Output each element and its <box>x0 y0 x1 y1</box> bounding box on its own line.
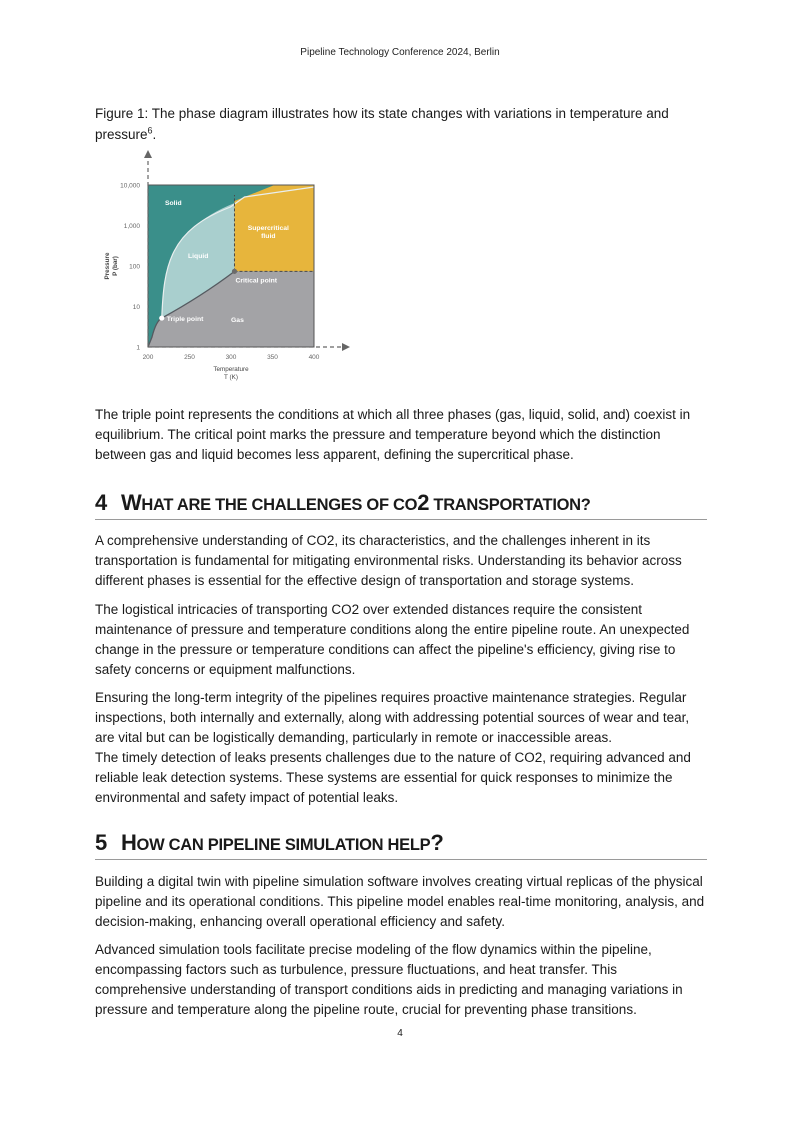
y-tick-label: 10,000 <box>120 182 140 190</box>
y-tick-label: 100 <box>129 263 140 271</box>
x-axis-label: Temperature <box>213 366 249 373</box>
y-axis-label-unit: P (bar) <box>112 256 119 276</box>
caption-text: Figure 1: The phase diagram illustrates how its state changes with variations in temperature and pressure <box>95 106 669 142</box>
section-heading-4: 4 WHAT ARE THE CHALLENGES OF CO2 TRANSPORTATION? <box>95 490 707 520</box>
x-tick-label: 400 <box>308 354 320 361</box>
section-number: 5 <box>95 830 107 855</box>
x-tick-label: 250 <box>184 354 195 361</box>
paragraph-triple-point: The triple point represents the conditions at which all three phases (gas, liquid, solid, and) coexist in equilibrium. The critical point marks the pressure and temperature beyond which the distinction between gas and liquid becomes less apparent, defining the supercritical phase. <box>95 407 691 462</box>
x-tick-label: 350 <box>267 354 278 361</box>
triple-point-label: Triple point <box>166 316 204 324</box>
figure-caption <box>95 103 705 145</box>
section-number: 4 <box>95 490 107 515</box>
page-number: 4 <box>397 1028 403 1039</box>
supercritical-label: Supercritical <box>247 225 289 232</box>
x-tick-label: 200 <box>142 354 154 361</box>
y-tick-label: 10 <box>132 304 140 311</box>
y-tick-label: 1 <box>136 344 140 352</box>
caption-end: . <box>152 127 157 142</box>
paragraph-integrity: Ensuring the long-term integrity of the pipelines requires proactive maintenance strategies. Regular inspections, both internally and externally, along with addressing potential sources of wear and tear, are vital but can be logistically demanding, particularly in remote or inaccessible areas. The timely detection of leaks presents challenges due to the nature of CO2, requiring advanced and reliable leak detection systems. These systems are essential for quick responses to minimize the environmental and safety impact of potential leaks. <box>95 690 691 805</box>
critical-point-label: Critical point <box>235 277 278 285</box>
y-axis-arrow <box>144 150 152 158</box>
caption-footnote-ref: 6 <box>147 125 153 136</box>
section-heading-5: 5 HOW CAN PIPELINE SIMULATION HELP? <box>95 830 707 860</box>
supercritical-label-line2: fluid <box>261 233 276 240</box>
paragraph-simulation-tools: Advanced simulation tools facilitate precise modeling of the flow dynamics within the pipeline, encompassing factors such as turbulence, pressure fluctuations, and heat transfer. This comprehensive understanding of transport conditions aids in predicting and managing variations in pressure and temperature along the pipeline route, crucial for preventing phase transitions. <box>95 942 683 1017</box>
triple-point-marker <box>159 315 164 320</box>
running-header: Pipeline Technology Conference 2024, Berlin <box>300 47 500 58</box>
phase-diagram-figure <box>98 148 360 388</box>
y-axis-label: Pressure <box>104 252 111 280</box>
paragraph-leak-detection: The timely detection of leaks presents challenges due to the nature of CO2, requiring advanced and reliable leak detection systems. These systems are essential for quick responses to minimize the environmental and safety impact of potential leaks. <box>95 750 691 805</box>
phase-diagram-chart <box>98 148 360 388</box>
liquid-label: Liquid <box>188 253 209 260</box>
paragraph-logistics: The logistical intricacies of transporting CO2 over extended distances require the consistent maintenance of pressure and temperature conditions along the entire pipeline route. An unexpected change in the pressure or temperature conditions can affect the pipeline's efficiency, giving rise to safety concerns or equipment malfunctions. <box>95 602 690 677</box>
y-axis-label-group <box>104 252 119 279</box>
x-axis-label-unit: T (K) <box>224 374 238 381</box>
critical-point-marker <box>232 269 237 274</box>
paragraph-digital-twin: Building a digital twin with pipeline simulation software involves creating virtual replicas of the physical pipeline and its operational conditions. This pipeline model enables real-time monitoring, analysis, and decision-making, enhancing overall operational efficiency and safety. <box>95 874 705 929</box>
gas-label: Gas <box>231 317 244 324</box>
solid-label: Solid <box>165 200 182 207</box>
y-tick-label: 1,000 <box>123 223 140 230</box>
x-tick-label: 300 <box>225 354 237 361</box>
x-axis-arrow <box>342 343 350 351</box>
paragraph-co2-understanding: A comprehensive understanding of CO2, its characteristics, and the challenges inherent in its transportation is fundamental for mitigating environmental risks. Understanding its behavior across different phases is essential for the effective design of transportation and storage systems. <box>95 533 682 588</box>
